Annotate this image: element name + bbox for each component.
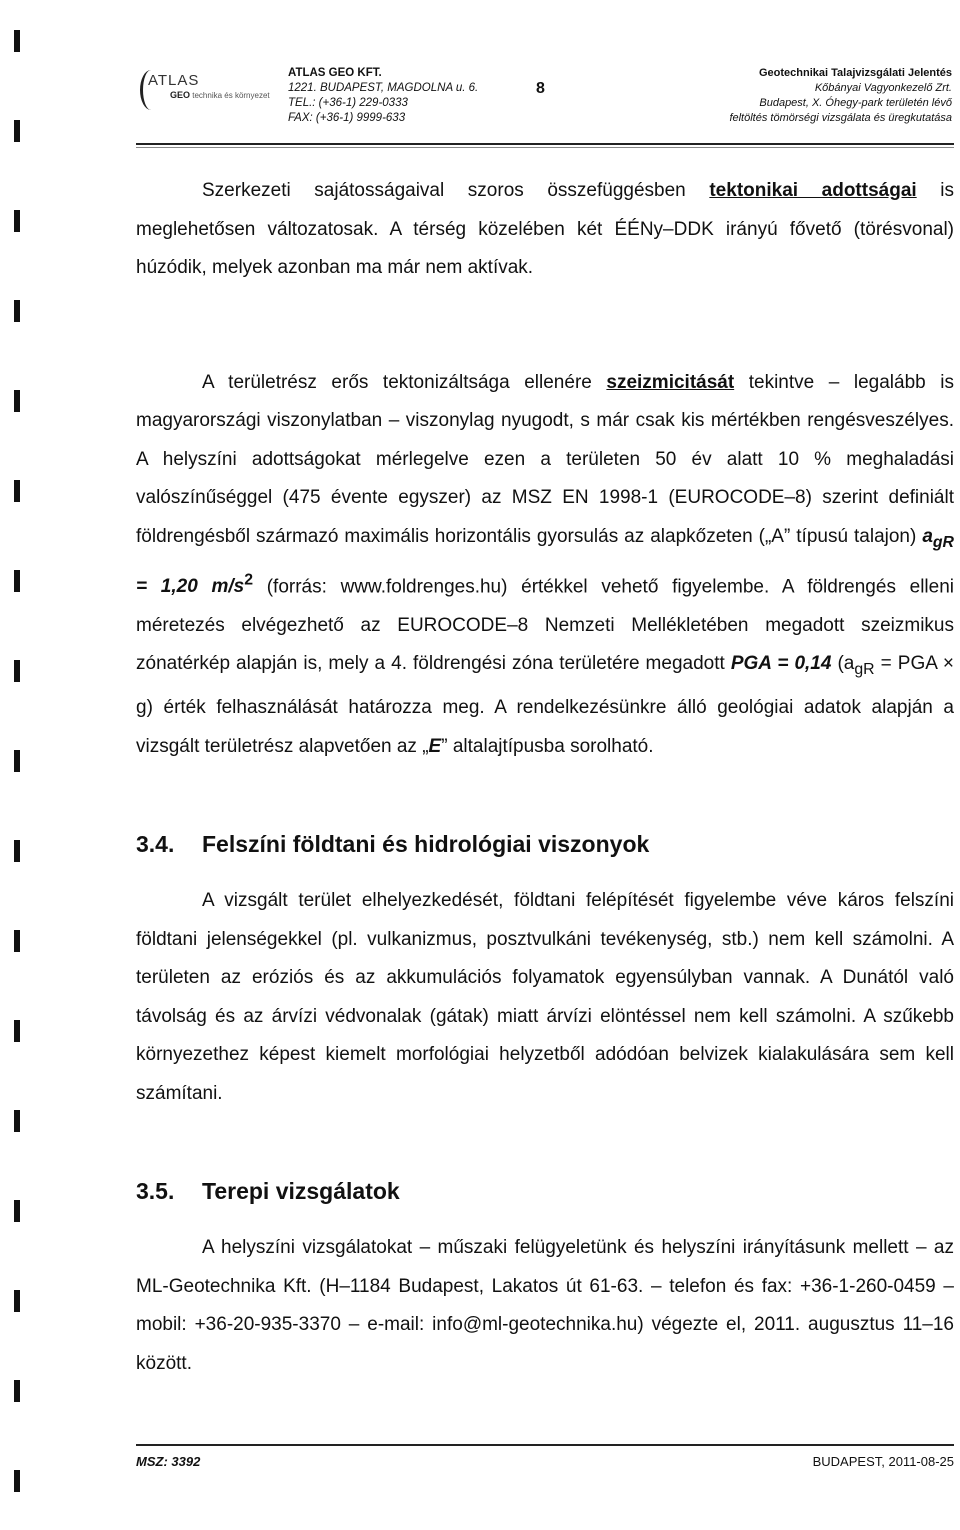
header-divider (136, 143, 954, 145)
company-tel: TEL.: (+36-1) 229-0333 (288, 97, 408, 109)
report-client: Kőbányai Vagyonkezelő Zrt. (814, 82, 952, 94)
logo-subtitle: GEO technika és környezet (170, 90, 270, 100)
footer-divider (136, 1444, 954, 1446)
report-info (729, 66, 952, 126)
report-title: Geotechnikai Talajvizsgálati Jelentés (759, 67, 952, 79)
report-subject: feltöltés tömörségi vizsgálata és üregkutatása (729, 112, 952, 124)
logo-text: ATLAS (148, 72, 200, 89)
pga-value: PGA = 0,14 (730, 653, 832, 675)
company-name: ATLAS GEO KFT. (288, 67, 382, 79)
binding-marks (14, 0, 22, 1530)
paragraph-field-tests: A helyszíni vizsgálatokat – műszaki felügyeletünk és helyszíni irányításunk mellett – az ML-Geotechnika Kft. (H–1184 Budapest, Lakatos út 61-63. – telefon és fax: +36-1-260-0459 – mobil: +36-20-935-3370 – e-mail: info@ml-geotechnika.hu) végezte el, 2011. augusztus 11–16 között. (136, 1237, 954, 1374)
paragraph-tectonics: Szerkezeti sajátosságaival szoros összefüggésben tektonikai adottságai is meglehetősen változatosak. A térség közelében két ÉÉNy–DDK irányú fővető (törésvonal) húzódik, melyek azonban ma már nem aktívak. (136, 180, 954, 278)
paragraph-seismicity: A területrész erős tektonizáltsága ellenére szeizmicitását tekintve – legalább is magyarországi viszonylatban – viszonylag nyugodt, s már csak kis mértékben rengésveszélyes. A helyszíni adottságokat mérlegelve ezen a területen 50 év alatt 10 % meghaladási valószínűséggel (475 évente egyszer) az MSZ EN 1998-1 (EUROCODE–8) szerint definiált földrengésből származó maximális horizontális gyorsulás az alapkőzeten („A” típusú talajon) $a_{gR} = 1,20$ $m/s^2$ (forrás: www.foldrenges.hu) értékkel vehető figyelembe. A földrengés elleni méretezés elvégezhető az EUROCODE–8 Nemzeti Mellékletében megadott szeizmikus zónatérkép alapján is, mely a 4. földrengési zóna területére megadott PGA = 0,14 ($a_{gR}$ = PGA × g) érték felhasználását határozza meg. A rendelkezésünkre álló geológiai adatok alapján a vizsgált területrész alapvetően az „E” altalajtípusba sorolható. (136, 371, 954, 757)
report-location: Budapest, X. Óhegy-park területén lévő (759, 97, 952, 109)
document-body (136, 172, 954, 1383)
company-address: 1221. BUDAPEST, MAGDOLNA u. 6. (288, 82, 479, 94)
keyword-seismicity: szeizmicitását (606, 371, 735, 393)
company-info (288, 66, 478, 126)
section-heading-3-5: 3.5. Terepi vizsgálatok (136, 1178, 400, 1205)
footer-reference: MSZ: 3392 (136, 1454, 201, 1469)
page-number: 8 (536, 80, 545, 97)
header-divider-thin (136, 147, 954, 148)
footer-date: BUDAPEST, 2011-08-25 (812, 1454, 954, 1469)
keyword-tectonics: tektonikai adottságai (709, 180, 917, 201)
page-header (136, 64, 956, 134)
atlas-logo (136, 66, 286, 124)
paragraph-surface-geology: A vizsgált terület elhelyezkedését, földtani felépítését figyelembe véve káros felszíni földtani jelenségekkel (pl. vulkanizmus, posztvulkáni tevékenység, stb.) nem kell számolni. A területen az eróziós és az akkumulációs folyamatok egyensúlyban vannak. A Dunától való távolság és az árvízi védvonalak (gátak) miatt árvízi elöntéssel nem kell számolni. A szűkebb környezethez képest kiemelt morfológiai helyzetből adódóan belvizek kialakulására sem kell számítani. (136, 890, 954, 1104)
section-heading-3-4: 3.4. Felszíni földtani és hidrológiai viszonyok (136, 831, 650, 858)
company-fax: FAX: (+36-1) 9999-633 (288, 112, 406, 124)
